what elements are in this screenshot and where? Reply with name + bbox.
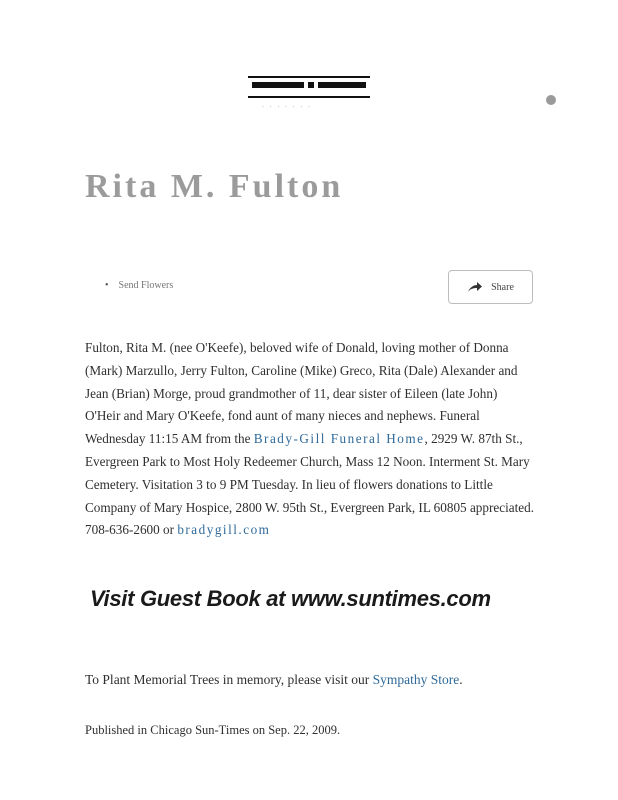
obituary-text: Fulton, Rita M. (nee O'Keefe), beloved wife of Donald, loving mother of Donna (Mark) Marzullo, Jerry Fulton, Caroline (Mike) Greco, Rita (Dale) Alexander and Jean (Brian) Morge, proud grandmother of 11, dear sister of Eileen (late John) O'Heir and Mary O'Keefe, fond aunt of many nieces and nephews. Funeral Wednesday 11:15 AM from the bbox=[85, 340, 518, 447]
sympathy-store-link[interactable]: Sympathy Store bbox=[372, 672, 460, 687]
funeral-home-link[interactable]: Brady-Gill Funeral Home bbox=[253, 431, 425, 447]
share-label: Share bbox=[491, 281, 514, 293]
masthead-logo bbox=[248, 76, 370, 98]
memorial-suffix: . bbox=[459, 672, 463, 687]
website-link[interactable]: bradygill.com bbox=[177, 522, 271, 538]
obituary-text-continued: , 2929 W. 87th St., Evergreen Park to Most Holy Redeemer Church, Mass 12 Noon. Interment St. Mary Cemetery. Visitation 3 to 9 PM Tuesday. In lieu of flowers donations to Little Company of Mary Hospice, 2800 W. 95th St., Evergreen Park, IL 60805 appreciated. 708-636-2600 or bbox=[85, 431, 535, 538]
share-button[interactable] bbox=[448, 270, 533, 304]
memorial-trees-text bbox=[85, 672, 463, 688]
bullet-icon: • bbox=[105, 280, 109, 291]
obituary-body bbox=[85, 337, 535, 542]
masthead-tagline: · · · · · · · bbox=[262, 104, 312, 110]
menu-dot-icon[interactable] bbox=[546, 95, 556, 105]
send-flowers-label: Send Flowers bbox=[118, 280, 174, 291]
memorial-text: To Plant Memorial Trees in memory, please visit our bbox=[85, 672, 373, 687]
send-flowers-link[interactable] bbox=[105, 280, 173, 291]
share-arrow-icon bbox=[467, 281, 483, 293]
page-title: Rita M. Fulton bbox=[85, 168, 344, 205]
guestbook-banner[interactable]: Visit Guest Book at www.suntimes.com bbox=[90, 586, 491, 611]
published-line: Published in Chicago Sun-Times on Sep. 22, 2009. bbox=[85, 723, 341, 737]
